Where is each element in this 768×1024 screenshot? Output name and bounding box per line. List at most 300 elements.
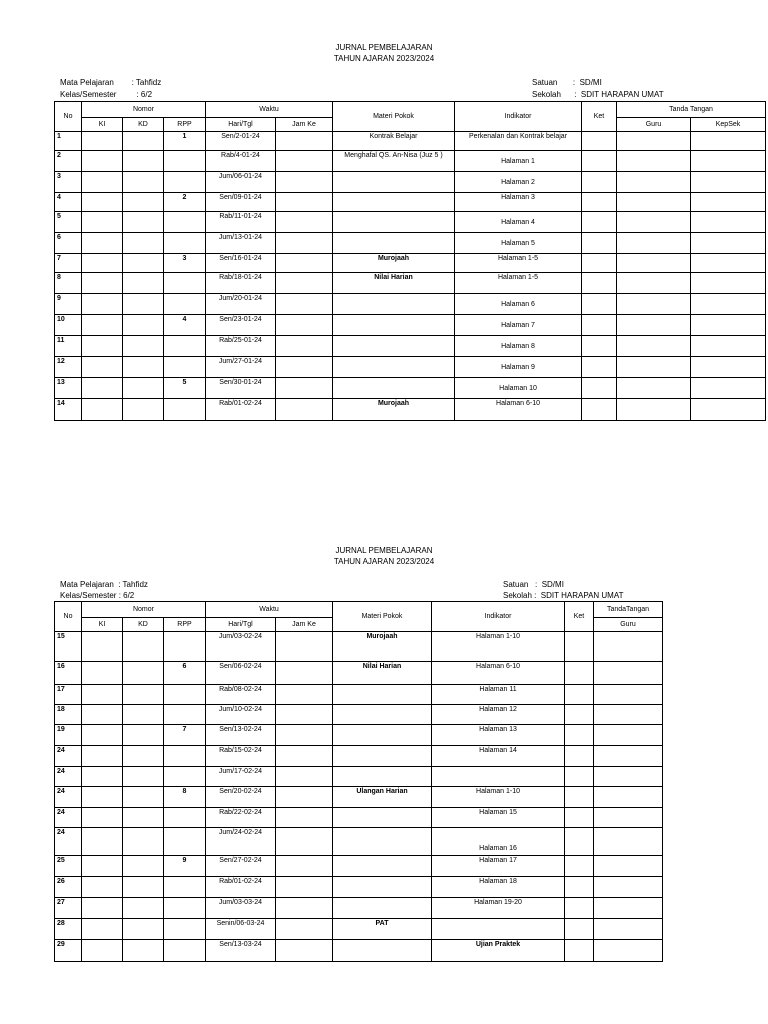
row-no: 12 xyxy=(55,357,82,378)
header-rpp: RPP xyxy=(164,618,206,632)
cell-ket xyxy=(582,132,617,151)
cell-ki xyxy=(82,856,123,877)
header-hari-tgl: Hari/Tgl xyxy=(206,618,276,632)
row-rpp xyxy=(164,940,206,962)
row-no: 6 xyxy=(55,233,82,254)
cell-jam-ke xyxy=(276,746,333,767)
row-rpp xyxy=(164,336,206,357)
header-kd: KD xyxy=(123,618,164,632)
row-materi xyxy=(333,725,432,746)
cell-kd xyxy=(123,399,164,421)
cell-ki xyxy=(82,212,123,233)
cell-ket xyxy=(582,212,617,233)
row-no: 3 xyxy=(55,172,82,193)
row-indikator: Ujian Praktek xyxy=(432,940,565,962)
cell-ki xyxy=(82,767,123,787)
cell-kd xyxy=(123,787,164,808)
cell-ket xyxy=(582,233,617,254)
cell-guru xyxy=(617,357,691,378)
cell-guru xyxy=(617,212,691,233)
row-no: 24 xyxy=(55,787,82,808)
row-rpp: 7 xyxy=(164,725,206,746)
row-rpp: 4 xyxy=(164,315,206,336)
cell-kd xyxy=(123,193,164,212)
row-indikator: Halaman 4 xyxy=(455,212,582,233)
header-tanda-tangan: TandaTangan xyxy=(594,602,663,618)
cell-kd xyxy=(123,705,164,725)
cell-ket xyxy=(582,315,617,336)
cell-ket xyxy=(565,685,594,705)
journal2-sekolah: Sekolah : SDIT HARAPAN UMAT xyxy=(503,591,624,600)
row-materi xyxy=(333,378,455,399)
row-no: 26 xyxy=(55,877,82,898)
cell-ket xyxy=(565,898,594,919)
cell-jam-ke xyxy=(276,212,333,233)
row-indikator: Halaman 6 xyxy=(455,294,582,315)
row-indikator: Halaman 1-5 xyxy=(455,254,582,273)
cell-ki xyxy=(82,193,123,212)
cell-guru xyxy=(617,336,691,357)
row-date: Rab/18-01-24 xyxy=(206,273,276,294)
cell-ki xyxy=(82,254,123,273)
row-materi xyxy=(333,808,432,828)
cell-jam-ke xyxy=(276,725,333,746)
row-no: 25 xyxy=(55,856,82,877)
cell-guru xyxy=(594,787,663,808)
journal2-year: TAHUN AJARAN 2023/2024 xyxy=(333,557,435,566)
cell-jam-ke xyxy=(276,919,333,940)
row-date: Jum/17-02-24 xyxy=(206,767,276,787)
cell-ket xyxy=(582,273,617,294)
row-date: Rab/11-01-24 xyxy=(206,212,276,233)
row-date: Sen/27-02-24 xyxy=(206,856,276,877)
cell-jam-ke xyxy=(276,399,333,421)
row-indikator: Halaman 2 xyxy=(455,172,582,193)
cell-ket xyxy=(565,828,594,856)
row-no: 17 xyxy=(55,685,82,705)
cell-kd xyxy=(123,808,164,828)
journal2-table xyxy=(54,601,663,962)
row-no: 1 xyxy=(55,132,82,151)
cell-kepsek xyxy=(691,151,766,172)
header-no: No xyxy=(55,102,82,132)
row-indikator: Halaman 18 xyxy=(432,877,565,898)
header-materi: Materi Pokok xyxy=(333,602,432,632)
row-date: Jum/03-02-24 xyxy=(206,632,276,662)
cell-ki xyxy=(82,787,123,808)
cell-ki xyxy=(82,132,123,151)
table-row xyxy=(55,725,663,746)
journal2-mata-pelajaran: Mata Pelajaran : Tahfidz xyxy=(60,580,148,589)
cell-kd xyxy=(123,233,164,254)
cell-jam-ke xyxy=(276,808,333,828)
cell-ki xyxy=(82,357,123,378)
row-date: Sen/13-02-24 xyxy=(206,725,276,746)
row-materi xyxy=(333,233,455,254)
cell-guru xyxy=(617,193,691,212)
header-kd: KD xyxy=(123,118,164,132)
row-indikator: Halaman 16 xyxy=(432,828,565,856)
cell-kd xyxy=(123,940,164,962)
cell-kd xyxy=(123,685,164,705)
cell-guru xyxy=(594,877,663,898)
row-rpp xyxy=(164,746,206,767)
row-no: 5 xyxy=(55,212,82,233)
row-no: 27 xyxy=(55,898,82,919)
cell-ki xyxy=(82,828,123,856)
table-row xyxy=(55,898,663,919)
table-row xyxy=(55,662,663,685)
header-kepsek: KepSek xyxy=(691,118,766,132)
cell-ki xyxy=(82,294,123,315)
row-date: Rab/15-02-24 xyxy=(206,746,276,767)
row-indikator: Halaman 1-10 xyxy=(432,632,565,662)
cell-kepsek xyxy=(691,294,766,315)
row-rpp xyxy=(164,632,206,662)
row-rpp xyxy=(164,172,206,193)
row-materi: Kontrak Belajar xyxy=(333,132,455,151)
row-date: Rab/22-02-24 xyxy=(206,808,276,828)
row-no: 16 xyxy=(55,662,82,685)
cell-guru xyxy=(617,254,691,273)
row-date: Jum/24-02-24 xyxy=(206,828,276,856)
cell-ket xyxy=(565,662,594,685)
row-materi xyxy=(333,315,455,336)
cell-ki xyxy=(82,919,123,940)
cell-guru xyxy=(617,273,691,294)
row-no: 7 xyxy=(55,254,82,273)
table-row xyxy=(55,233,766,254)
table-row xyxy=(55,746,663,767)
row-rpp: 9 xyxy=(164,856,206,877)
cell-ki xyxy=(82,746,123,767)
cell-guru xyxy=(594,856,663,877)
cell-kepsek xyxy=(691,273,766,294)
journal2-title: JURNAL PEMBELAJARAN xyxy=(335,546,433,555)
cell-jam-ke xyxy=(276,787,333,808)
cell-ket xyxy=(582,294,617,315)
cell-kepsek xyxy=(691,132,766,151)
table-row xyxy=(55,919,663,940)
cell-ki xyxy=(82,378,123,399)
row-materi xyxy=(333,828,432,856)
row-rpp xyxy=(164,233,206,254)
cell-guru xyxy=(617,378,691,399)
row-no: 15 xyxy=(55,632,82,662)
journal1-satuan: Satuan : SD/MI xyxy=(532,78,602,87)
row-indikator: Halaman 1 xyxy=(455,151,582,172)
cell-kd xyxy=(123,746,164,767)
cell-kd xyxy=(123,632,164,662)
table-row xyxy=(55,378,766,399)
row-indikator: Halaman 17 xyxy=(432,856,565,877)
row-materi xyxy=(333,856,432,877)
journal1-kelas-semester: Kelas/Semester : 6/2 xyxy=(60,90,153,99)
row-materi xyxy=(333,746,432,767)
header-materi: Materi Pokok xyxy=(333,102,455,132)
row-no: 9 xyxy=(55,294,82,315)
cell-ket xyxy=(565,767,594,787)
row-materi: Menghafal QS. An-Nisa (Juz 5 ) xyxy=(333,151,455,172)
cell-jam-ke xyxy=(276,856,333,877)
cell-ket xyxy=(565,877,594,898)
cell-guru xyxy=(594,705,663,725)
cell-ki xyxy=(82,172,123,193)
table-row xyxy=(55,254,766,273)
cell-jam-ke xyxy=(276,172,333,193)
row-materi xyxy=(333,767,432,787)
row-date: Rab/01-02-24 xyxy=(206,877,276,898)
cell-jam-ke xyxy=(276,336,333,357)
cell-ket xyxy=(582,336,617,357)
row-no: 24 xyxy=(55,828,82,856)
table-row xyxy=(55,828,663,856)
header-waktu: Waktu xyxy=(206,602,333,618)
cell-ki xyxy=(82,273,123,294)
cell-kd xyxy=(123,919,164,940)
row-date: Sen/16-01-24 xyxy=(206,254,276,273)
table-row xyxy=(55,294,766,315)
cell-ket xyxy=(582,172,617,193)
cell-jam-ke xyxy=(276,151,333,172)
row-materi xyxy=(333,685,432,705)
row-indikator: Halaman 5 xyxy=(455,233,582,254)
cell-jam-ke xyxy=(276,662,333,685)
cell-kepsek xyxy=(691,212,766,233)
row-no: 14 xyxy=(55,399,82,421)
row-indikator: Halaman 1-5 xyxy=(455,273,582,294)
row-materi xyxy=(333,294,455,315)
row-indikator: Halaman 13 xyxy=(432,725,565,746)
row-rpp xyxy=(164,151,206,172)
row-date: Sen/23-01-24 xyxy=(206,315,276,336)
row-date: Sen/2-01-24 xyxy=(206,132,276,151)
cell-jam-ke xyxy=(276,315,333,336)
cell-jam-ke xyxy=(276,877,333,898)
row-no: 24 xyxy=(55,746,82,767)
row-date: Jum/10-02-24 xyxy=(206,705,276,725)
cell-ket xyxy=(565,808,594,828)
cell-ket xyxy=(565,705,594,725)
row-rpp xyxy=(164,919,206,940)
cell-guru xyxy=(617,315,691,336)
cell-ki xyxy=(82,336,123,357)
cell-ket xyxy=(582,254,617,273)
cell-kd xyxy=(123,336,164,357)
cell-guru xyxy=(617,399,691,421)
cell-ket xyxy=(565,632,594,662)
cell-kepsek xyxy=(691,399,766,421)
cell-guru xyxy=(594,725,663,746)
cell-jam-ke xyxy=(276,193,333,212)
row-rpp: 1 xyxy=(164,132,206,151)
cell-ket xyxy=(582,357,617,378)
cell-jam-ke xyxy=(276,254,333,273)
row-materi xyxy=(333,172,455,193)
row-rpp xyxy=(164,828,206,856)
journal1-mata-pelajaran: Mata Pelajaran : Tahfidz xyxy=(60,78,162,87)
row-rpp: 3 xyxy=(164,254,206,273)
cell-jam-ke xyxy=(276,898,333,919)
row-materi xyxy=(333,940,432,962)
header-ket: Ket xyxy=(565,602,594,632)
cell-guru xyxy=(594,632,663,662)
cell-ket xyxy=(565,940,594,962)
cell-ket xyxy=(565,746,594,767)
cell-kepsek xyxy=(691,357,766,378)
cell-kd xyxy=(123,273,164,294)
row-indikator: Halaman 12 xyxy=(432,705,565,725)
row-no: 13 xyxy=(55,378,82,399)
header-nomor: Nomor xyxy=(82,102,206,118)
row-date: Jum/03-03-24 xyxy=(206,898,276,919)
row-rpp xyxy=(164,898,206,919)
row-date: Jum/06-01-24 xyxy=(206,172,276,193)
journal1-title: JURNAL PEMBELAJARAN xyxy=(335,43,433,52)
cell-jam-ke xyxy=(276,940,333,962)
row-date: Sen/13-03-24 xyxy=(206,940,276,962)
header-no: No xyxy=(55,602,82,632)
cell-kd xyxy=(123,151,164,172)
cell-ki xyxy=(82,632,123,662)
cell-ket xyxy=(565,856,594,877)
table-row xyxy=(55,808,663,828)
cell-guru xyxy=(617,151,691,172)
cell-jam-ke xyxy=(276,632,333,662)
row-indikator: Perkenalan dan Kontrak belajar xyxy=(455,132,582,151)
row-rpp xyxy=(164,294,206,315)
row-rpp xyxy=(164,357,206,378)
header-ki: KI xyxy=(82,118,123,132)
cell-kepsek xyxy=(691,172,766,193)
cell-kepsek xyxy=(691,233,766,254)
row-indikator: Halaman 9 xyxy=(455,357,582,378)
cell-kd xyxy=(123,856,164,877)
row-materi xyxy=(333,193,455,212)
cell-jam-ke xyxy=(276,273,333,294)
cell-guru xyxy=(594,828,663,856)
cell-jam-ke xyxy=(276,233,333,254)
cell-guru xyxy=(594,808,663,828)
cell-ki xyxy=(82,233,123,254)
row-rpp xyxy=(164,705,206,725)
row-date: Rab/08-02-24 xyxy=(206,685,276,705)
row-indikator: Halaman 11 xyxy=(432,685,565,705)
row-date: Jum/27-01-24 xyxy=(206,357,276,378)
cell-ki xyxy=(82,877,123,898)
cell-ki xyxy=(82,898,123,919)
header-jam-ke: Jam Ke xyxy=(276,118,333,132)
cell-ket xyxy=(582,151,617,172)
journal1-sekolah: Sekolah : SDIT HARAPAN UMAT xyxy=(532,90,664,99)
cell-kd xyxy=(123,767,164,787)
row-no: 8 xyxy=(55,273,82,294)
cell-jam-ke xyxy=(276,767,333,787)
cell-ki xyxy=(82,151,123,172)
cell-kd xyxy=(123,172,164,193)
table-row xyxy=(55,132,766,151)
cell-guru xyxy=(617,233,691,254)
cell-guru xyxy=(594,746,663,767)
row-no: 19 xyxy=(55,725,82,746)
row-rpp: 2 xyxy=(164,193,206,212)
cell-guru xyxy=(594,767,663,787)
row-indikator: Halaman 3 xyxy=(455,193,582,212)
row-materi xyxy=(333,877,432,898)
journal1-year: TAHUN AJARAN 2023/2024 xyxy=(333,54,435,63)
cell-ki xyxy=(82,940,123,962)
cell-kd xyxy=(123,315,164,336)
row-date: Sen/30-01-24 xyxy=(206,378,276,399)
cell-ki xyxy=(82,662,123,685)
cell-ki xyxy=(82,725,123,746)
row-no: 28 xyxy=(55,919,82,940)
table-row xyxy=(55,940,663,962)
cell-kepsek xyxy=(691,315,766,336)
row-no: 11 xyxy=(55,336,82,357)
row-indikator: Halaman 7 xyxy=(455,315,582,336)
cell-guru xyxy=(617,172,691,193)
row-rpp xyxy=(164,808,206,828)
table-row xyxy=(55,705,663,725)
row-date: Sen/20-02-24 xyxy=(206,787,276,808)
table-row xyxy=(55,193,766,212)
cell-kd xyxy=(123,254,164,273)
row-date: Jum/20-01-24 xyxy=(206,294,276,315)
cell-kepsek xyxy=(691,193,766,212)
header-tanda-tangan: Tanda Tangan xyxy=(617,102,766,118)
header-indikator: Indikator xyxy=(455,102,582,132)
cell-kd xyxy=(123,378,164,399)
cell-ket xyxy=(565,787,594,808)
cell-guru xyxy=(594,685,663,705)
row-indikator: Halaman 1-10 xyxy=(432,787,565,808)
cell-kd xyxy=(123,132,164,151)
row-indikator xyxy=(432,767,565,787)
journal1-table xyxy=(54,101,766,421)
table-row xyxy=(55,685,663,705)
row-date: Rab/4-01-24 xyxy=(206,151,276,172)
cell-kd xyxy=(123,898,164,919)
row-indikator: Halaman 6-10 xyxy=(432,662,565,685)
table-row xyxy=(55,273,766,294)
cell-ket xyxy=(565,919,594,940)
table-row xyxy=(55,315,766,336)
row-materi: Nilai Harian xyxy=(333,662,432,685)
cell-kd xyxy=(123,828,164,856)
row-date: Sen/06-02-24 xyxy=(206,662,276,685)
cell-kd xyxy=(123,877,164,898)
cell-jam-ke xyxy=(276,357,333,378)
row-indikator: Halaman 14 xyxy=(432,746,565,767)
row-no: 2 xyxy=(55,151,82,172)
cell-ket xyxy=(582,378,617,399)
row-rpp: 6 xyxy=(164,662,206,685)
cell-guru xyxy=(617,294,691,315)
header-waktu: Waktu xyxy=(206,102,333,118)
journal2-kelas-semester: Kelas/Semester : 6/2 xyxy=(60,591,135,600)
row-date: Sen/09-01-24 xyxy=(206,193,276,212)
table-row xyxy=(55,172,766,193)
cell-kd xyxy=(123,662,164,685)
row-indikator: Halaman 8 xyxy=(455,336,582,357)
cell-guru xyxy=(617,132,691,151)
cell-guru xyxy=(594,940,663,962)
row-indikator: Halaman 15 xyxy=(432,808,565,828)
header-rpp: RPP xyxy=(164,118,206,132)
table-row xyxy=(55,767,663,787)
cell-kepsek xyxy=(691,336,766,357)
